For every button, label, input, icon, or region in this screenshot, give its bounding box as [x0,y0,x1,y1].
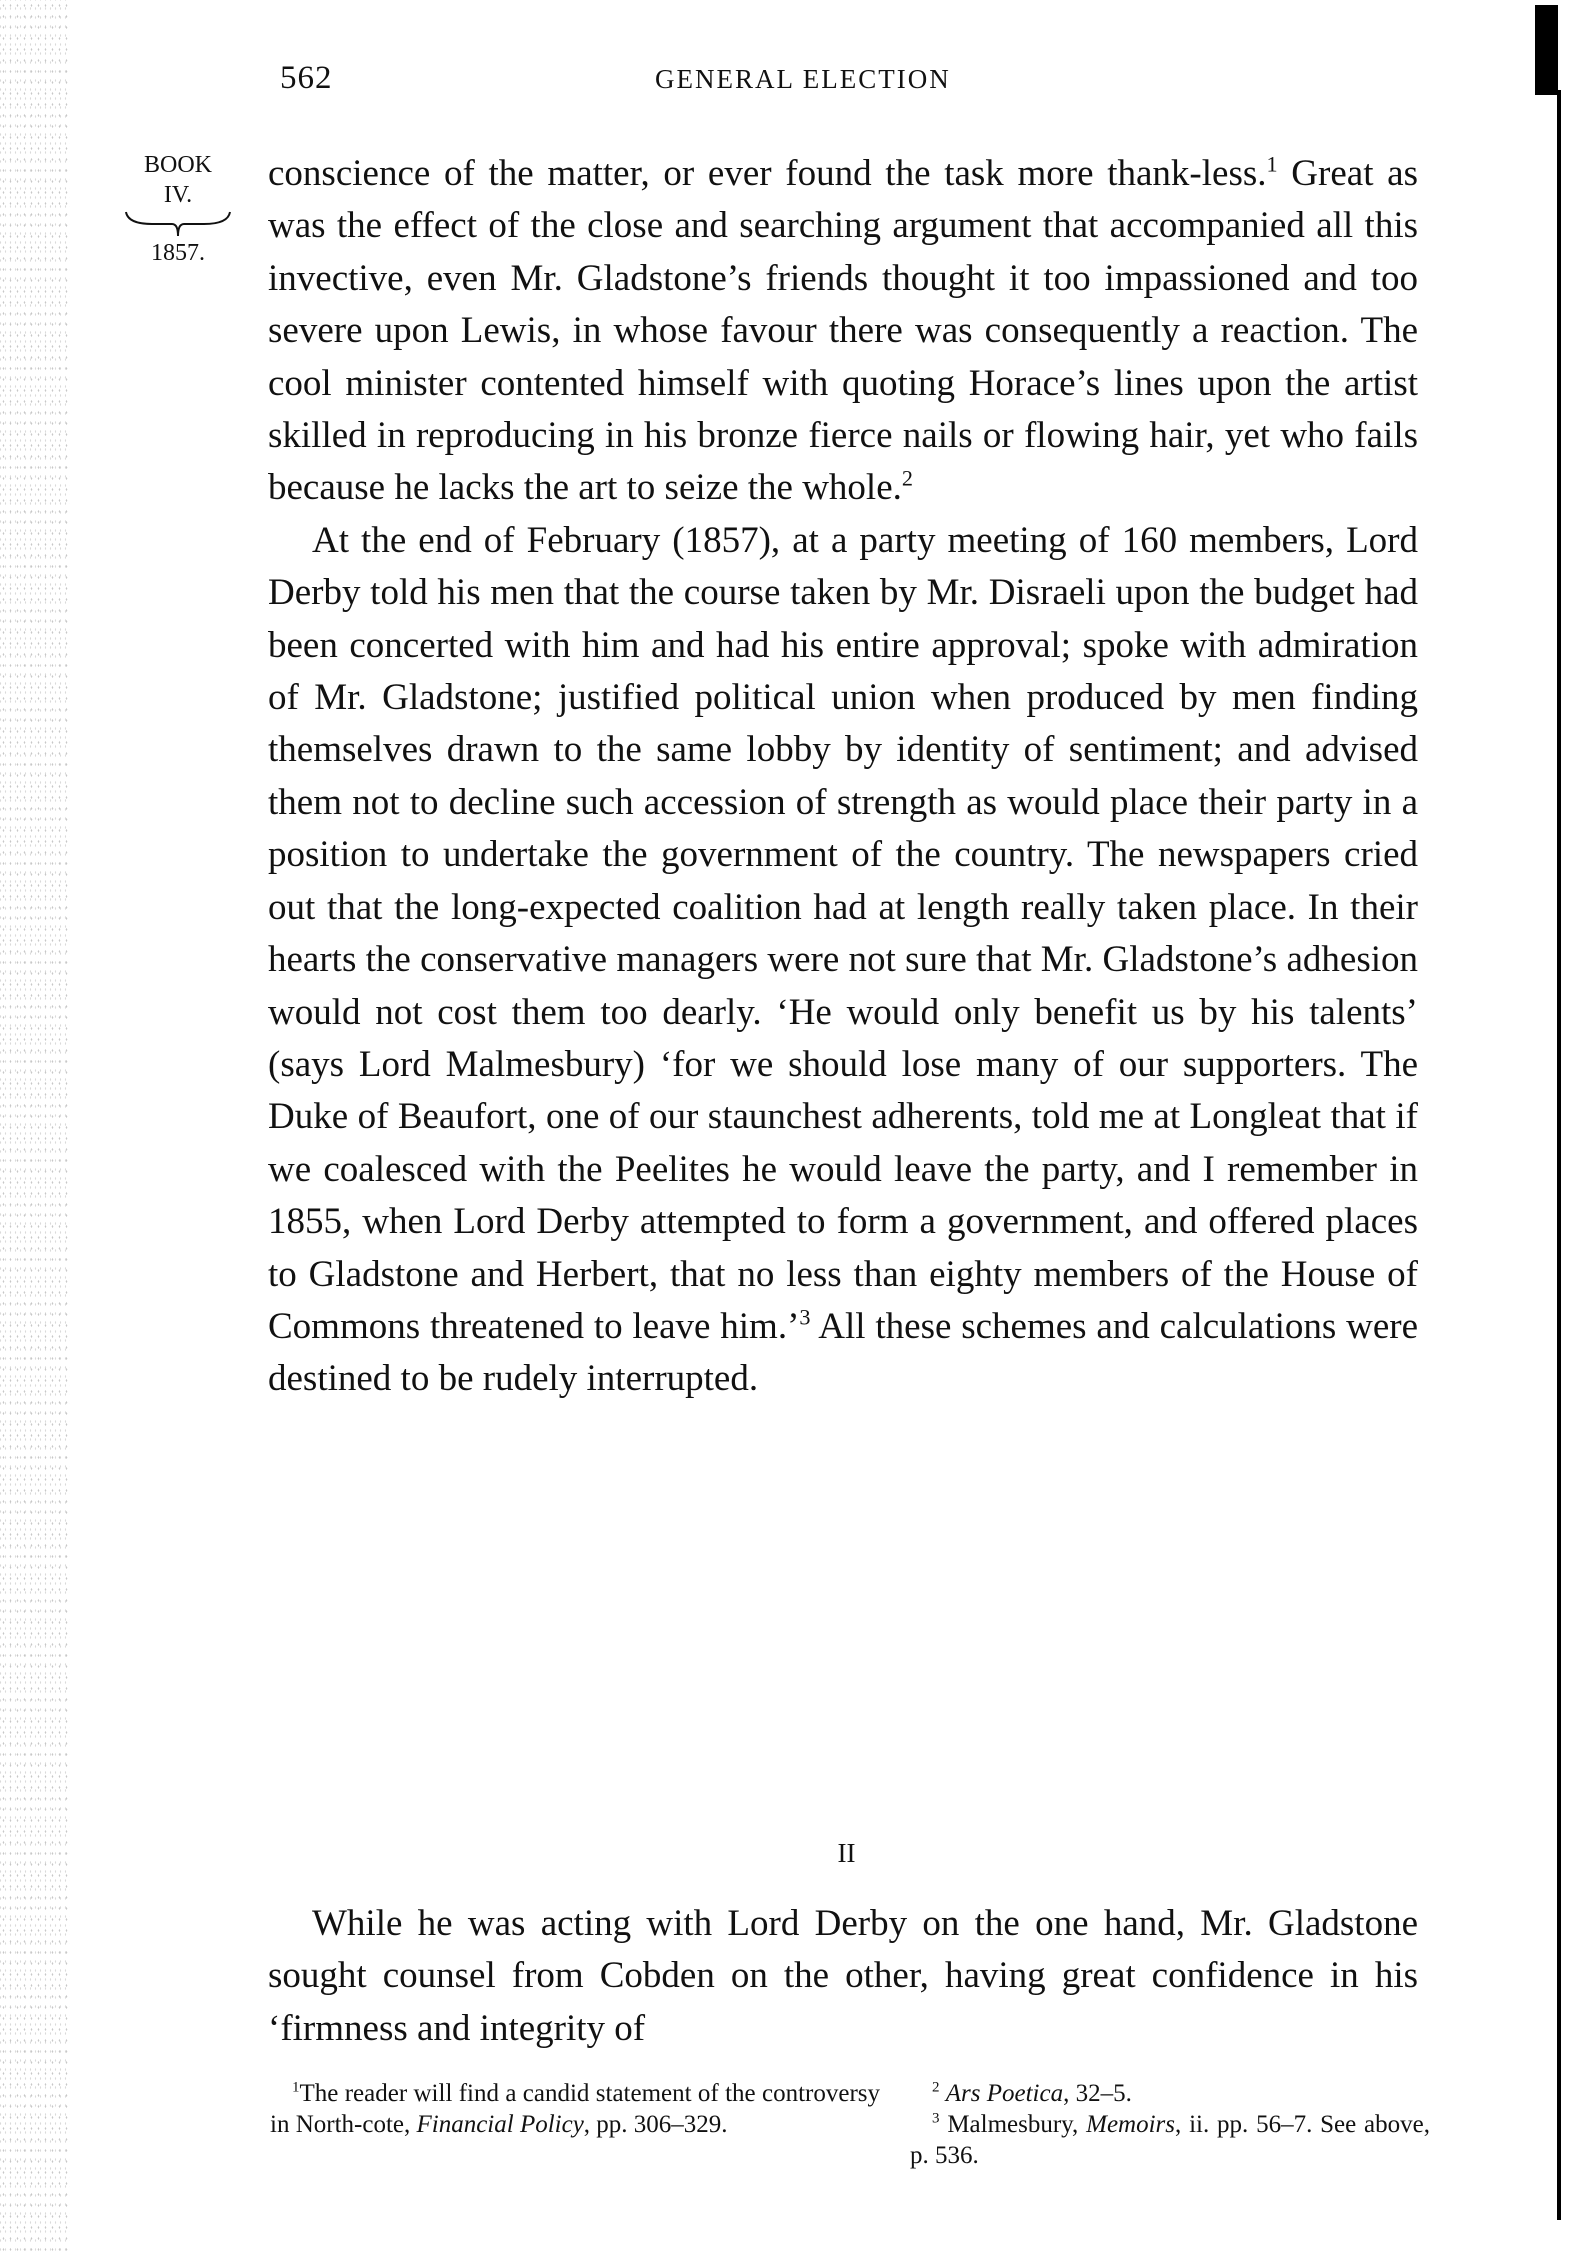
footnote-text: , 32–5. [1063,2080,1132,2107]
paragraph-2 [268,515,1418,1406]
footnote-column-left [270,2078,880,2171]
footnote-2 [910,2078,1430,2109]
footnote-ref-3[interactable]: 3 [799,1304,811,1330]
footnote-1 [270,2078,880,2140]
scan-margin-noise [0,0,70,2252]
footnote-text: , pp. 306–329. [583,2111,728,2138]
margin-note-book: BOOK [143,152,212,178]
running-head: GENERAL ELECTION [655,64,951,94]
footnote-column-right [910,2078,1430,2171]
footnote-ref-2[interactable]: 2 [901,466,913,492]
text-segment: At the end of February (1857), at a party meeting of 160 members, Lord Derby told his men that the course taken by Mr. Disraeli upon the budget had been concerted with him and had his entire approval; spoke with admiration of Mr. Gladstone; justified political union when produced by men finding themselves drawn to the same lobby by identity of sentiment; and advised them not to decline such accession of strength as would place their party in a position to undertake the government of the country. The newspapers cried out that the long-expected coalition had at length really taken place. In their hearts the conservative managers were not sure that Mr. Gladstone’s adhesion would not cost them too dearly. ‘He would only benefit us by his talents’ (says Lord Malmesbury) ‘for we should lose many of our supporters. The Duke of Beaufort, one of our staunchest adherents, told me at Longleat that if we coalesced with the Peelites he would leave the party, and I remember in 1855, when Lord Derby attempted to form a government, and offered places to Gladstone and Herbert, that no less than eighty members of the House of Commons threatened to leave him.’ [268,519,1418,1347]
text-segment: Great as was the effect of the close and searching argument that accompanied all this invective, even Mr. Gladstone’s friends thought it too impassioned and too severe upon Lewis, in whose favour there was consequently a reaction. The cool minister contented himself with quoting Horace’s lines upon the artist skilled in reproducing in his bronze fierce nails or flowing hair, yet who fails because he lacks the art to seize the whole. [268,153,1418,509]
footnote-title: Memoirs [1086,2111,1176,2138]
page-number: 562 [280,60,333,96]
footnote-3 [910,2109,1430,2171]
footnote-text: , ii. pp. 56–7. See above, p. 536. [910,2111,1430,2169]
paragraph-1 [268,148,1418,515]
footnote-text: Malmesbury, [947,2111,1087,2138]
margin-note [118,150,238,268]
main-text [268,148,1418,1406]
brace-icon [118,210,238,238]
footnote-ref-1[interactable]: 1 [1266,151,1278,177]
margin-note-volume: IV. [163,182,193,208]
footnote-title: Financial Policy [416,2111,584,2138]
text-segment: All these schemes and calculations were destined to be rudely interrupted. [268,1305,1419,1400]
section-heading: II [837,1838,856,1868]
footnote-mark: 1 [292,2079,300,2096]
paragraph-3: While he was acting with Lord Derby on the one hand, Mr. Gladstone sought counsel from Cobden on the other, having great confidence in his ‘firmness and integrity of [268,1903,1418,2049]
section-text [268,1898,1418,2055]
footnote-mark: 2 [932,2079,940,2096]
scan-edge-shadow [1535,5,1558,95]
footnotes [270,2078,1430,2171]
footnote-text: The reader will find a candid statement of the controversy in North-cote, [270,2080,880,2138]
margin-note-year: 1857. [151,240,205,266]
text-segment: conscience of the matter, or ever found the task more thank-less. [268,153,1267,194]
footnote-mark: 3 [932,2110,940,2127]
footnote-title: Ars Poetica [945,2080,1064,2107]
scan-edge-line [1557,90,1561,2220]
